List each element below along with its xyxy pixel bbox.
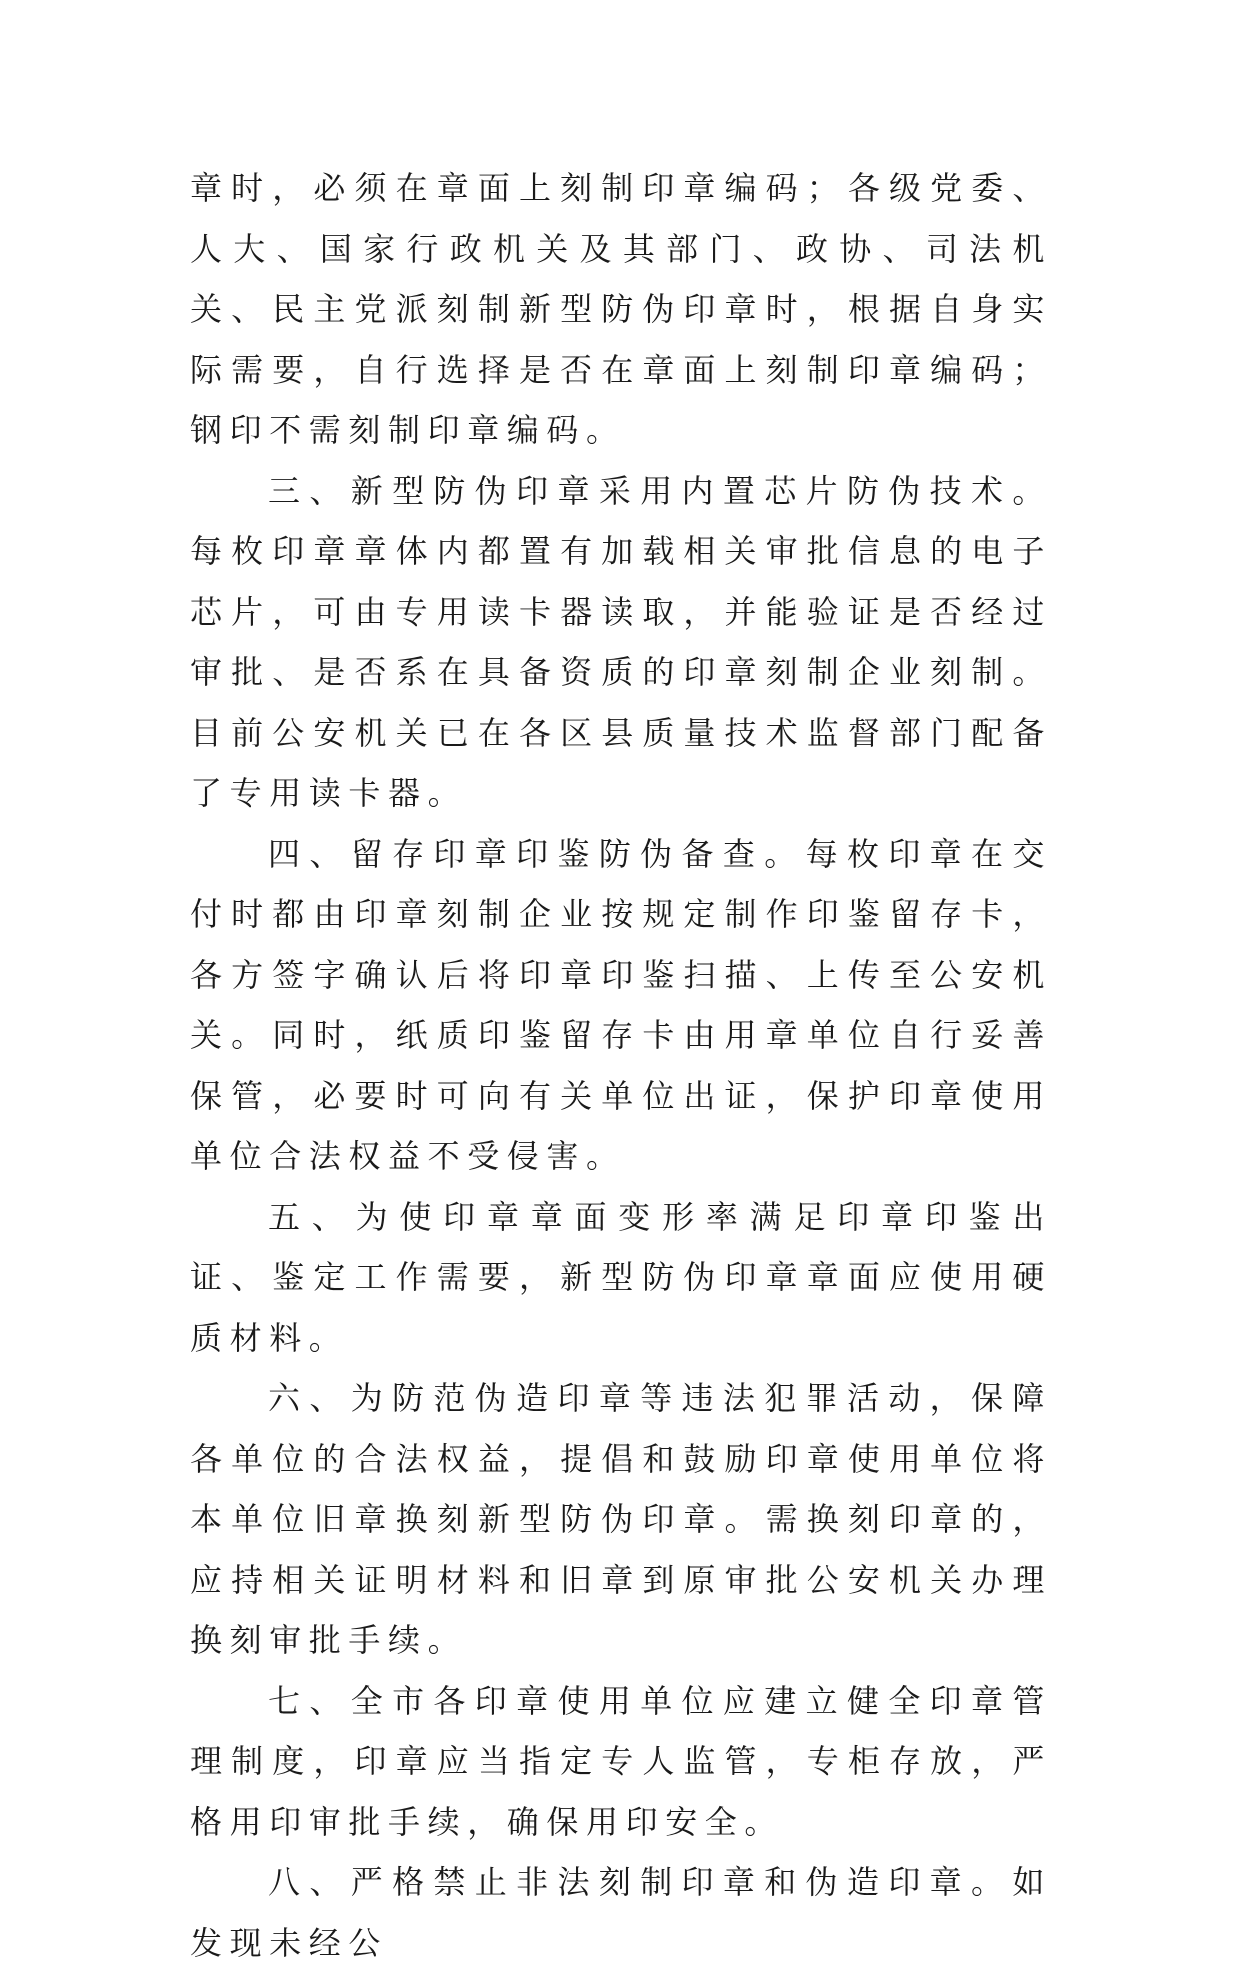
paragraph-4: 五、为使印章章面变形率满足印章印鉴出证、鉴定工作需要，新型防伪印章章面应使用硬质材料。 [190,1197,1052,1357]
paragraph-7: 八、严格禁止非法刻制印章和伪造印章。如发现未经公 [190,1863,1052,1962]
paragraph-1: 章时，必须在章面上刻制印章编码；各级党委、人大、国家行政机关及其部门、政协、司法机关、民主党派刻制新型防伪印章时，根据自身实际需要，自行选择是否在章面上刻制印章编码；钢印不需刻制印章编码。 [190,169,1052,449]
paragraph-2: 三、新型防伪印章采用内置芯片防伪技术。每枚印章章体内都置有加载相关审批信息的电子芯片，可由专用读卡器读取，并能验证是否经过审批、是否系在具备资质的印章刻制企业刻制。目前公安机关已在各区县质量技术监督部门配备了专用读卡器。 [190,471,1052,812]
paragraph-6: 七、全市各印章使用单位应建立健全印章管理制度，印章应当指定专人监管，专柜存放，严格用印审批手续，确保用印安全。 [190,1681,1052,1841]
paragraph-5: 六、为防范伪造印章等违法犯罪活动，保障各单位的合法权益，提倡和鼓励印章使用单位将本单位旧章换刻新型防伪印章。需换刻印章的，应持相关证明材料和旧章到原审批公安机关办理换刻审批手续。 [190,1379,1052,1659]
document-body [190,158,1052,1973]
paragraph-3: 四、留存印章印鉴防伪备查。每枚印章在交付时都由印章刻制企业按规定制作印鉴留存卡，各方签字确认后将印章印鉴扫描、上传至公安机关。同时，纸质印鉴留存卡由用章单位自行妥善保管，必要时可向有关单位出证，保护印章使用单位合法权益不受侵害。 [190,834,1052,1175]
